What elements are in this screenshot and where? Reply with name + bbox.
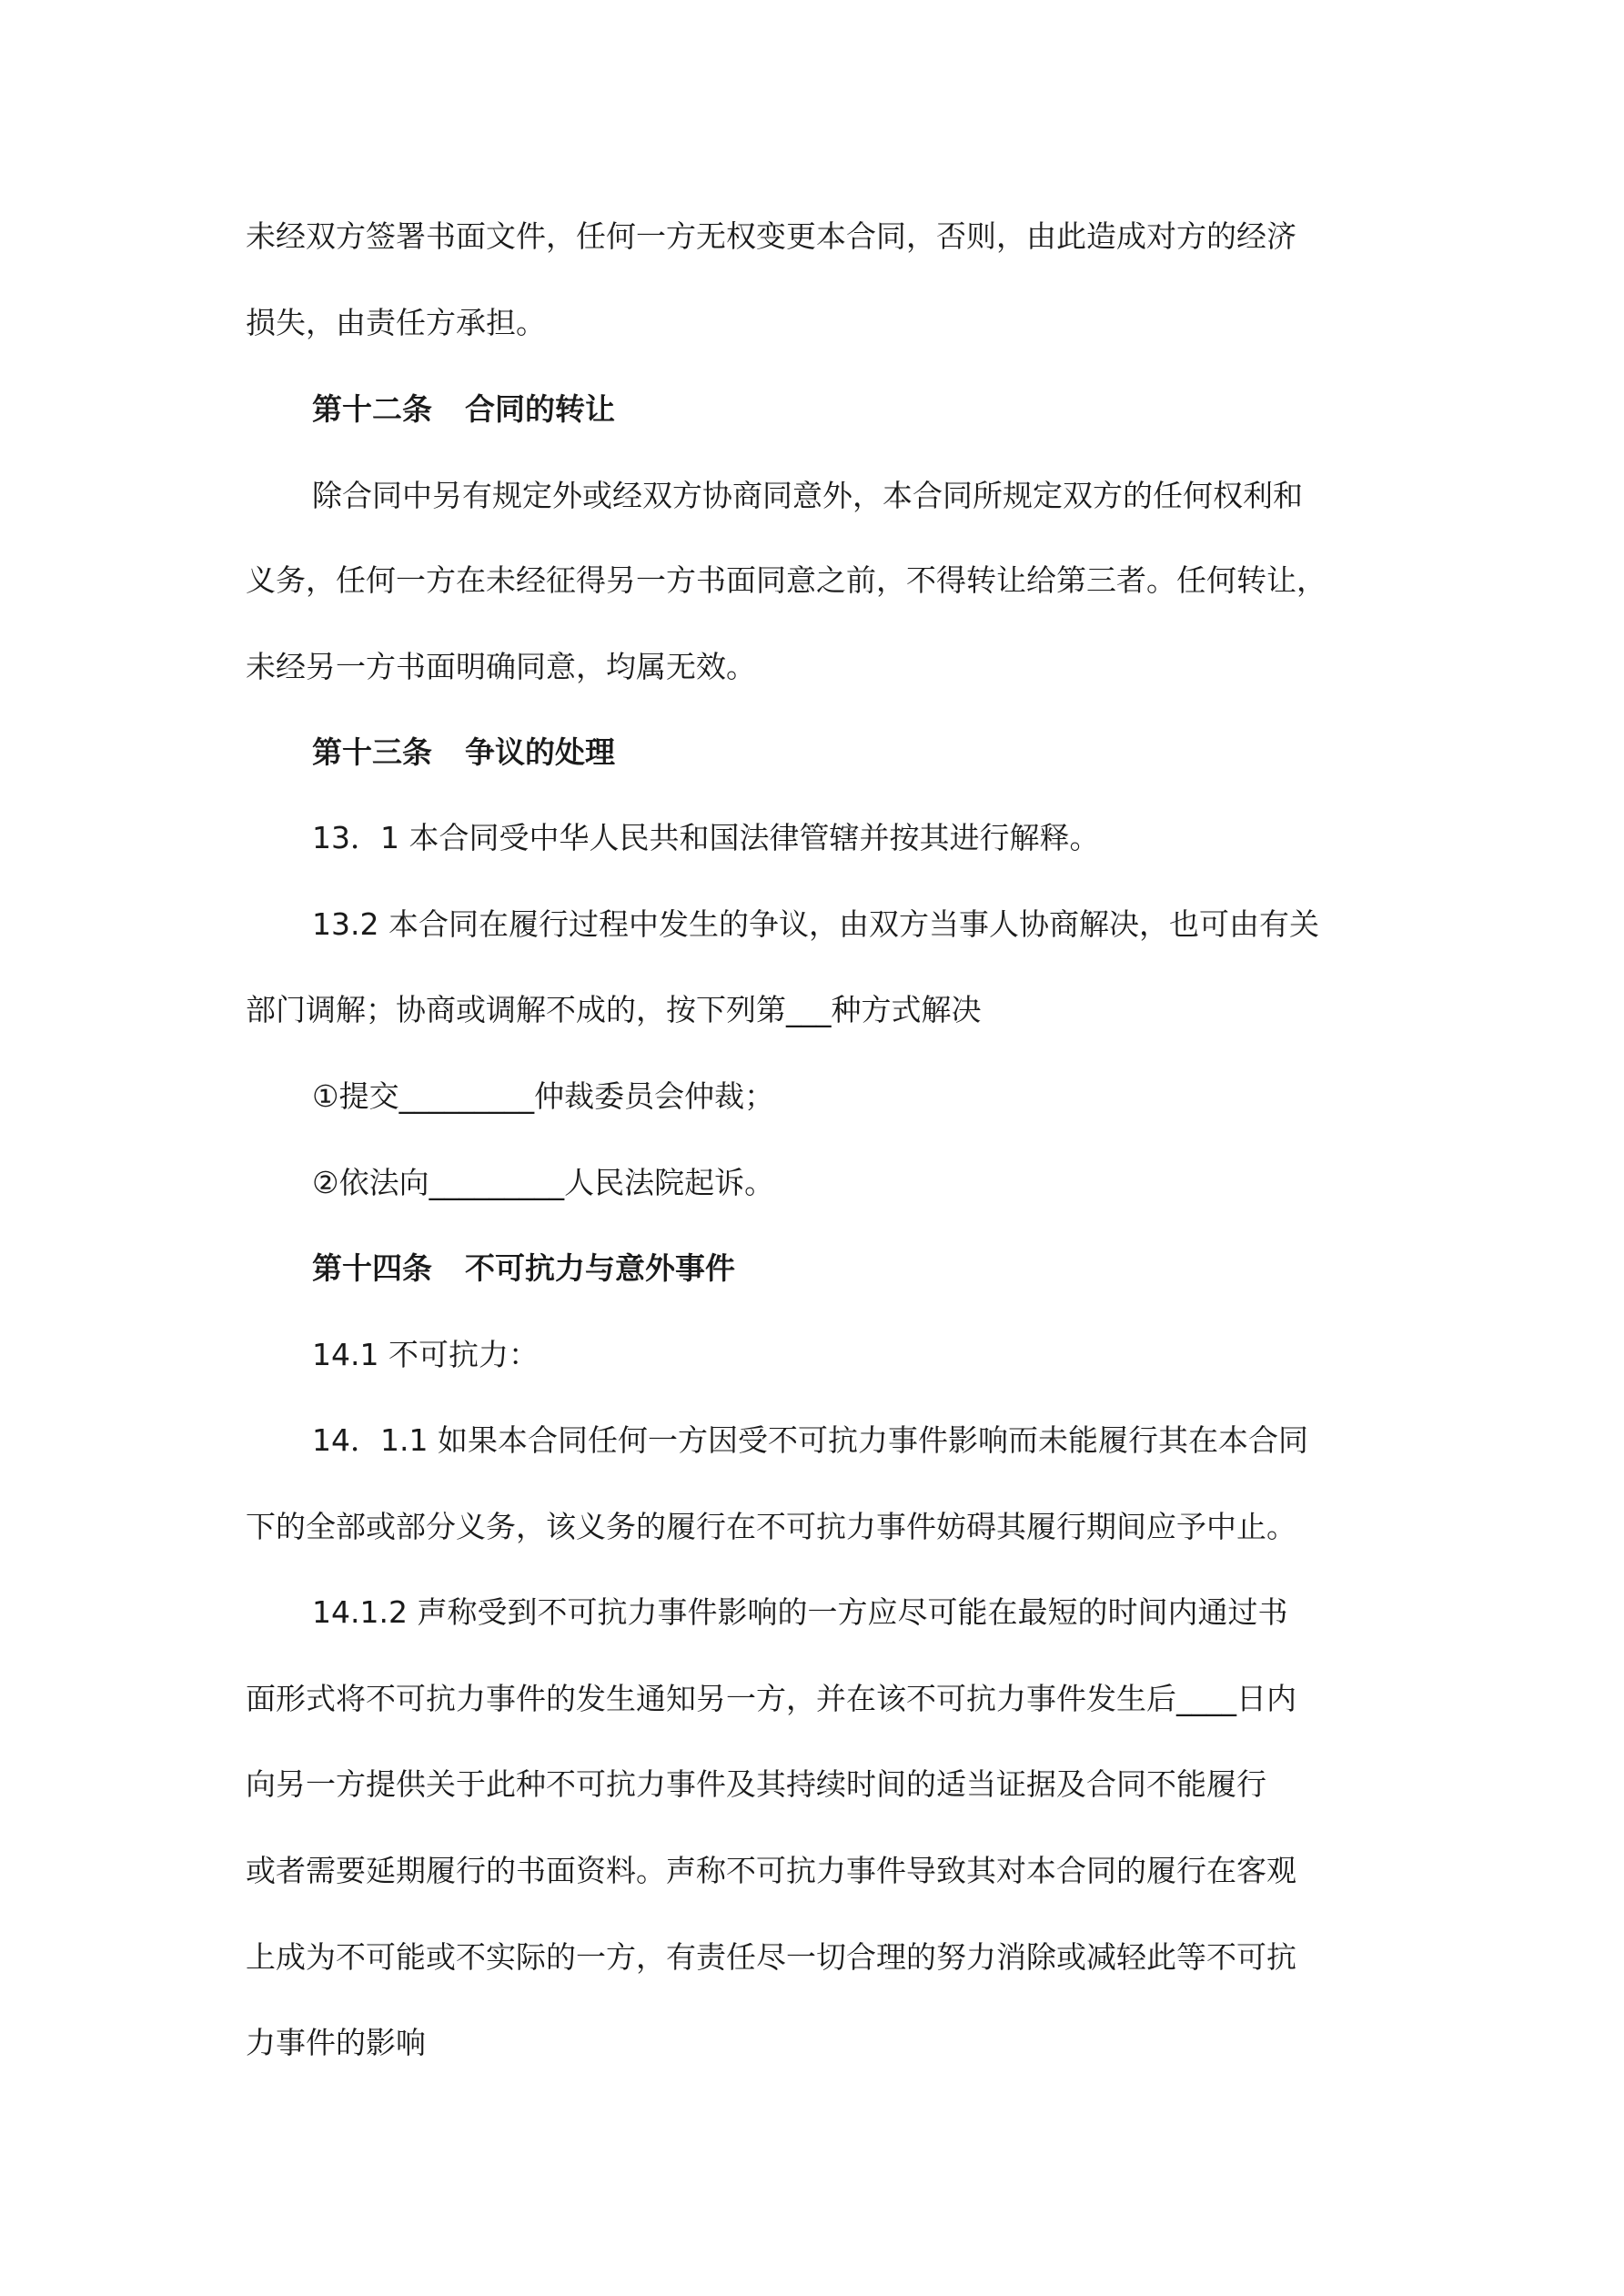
paragraph-line: 未经另一方书面明确同意，均属无效。 — [246, 649, 756, 684]
paragraph-line: 义务，任何一方在未经征得另一方书面同意之前，不得转让给第三者。任何转让， — [246, 562, 1326, 598]
paragraph-line: ①提交_________仲裁委员会仲裁； — [312, 1078, 775, 1114]
paragraph-line: 13．1 本合同受中华人民共和国法律管辖并按其进行解释。 — [312, 820, 1100, 855]
paragraph-line: 14.1.2 声称受到不可抗力事件影响的一方应尽可能在最短的时间内通过书 — [312, 1594, 1288, 1630]
paragraph-line: 向另一方提供关于此种不可抗力事件及其持续时间的适当证据及合同不能履行 — [246, 1766, 1266, 1802]
paragraph-line: 13.2 本合同在履行过程中发生的争议，由双方当事人协商解决，也可由有关 — [312, 906, 1319, 942]
paragraph-line: 损失，由责任方承担。 — [246, 305, 546, 340]
article-13-heading — [312, 734, 1392, 771]
paragraph-line: 部门调解；协商或调解不成的，按下列第___种方式解决 — [246, 992, 982, 1027]
paragraph-line: 未经双方签署书面文件，任何一方无权变更本合同，否则，由此造成对方的经济 — [246, 218, 1296, 254]
paragraph-line: 或者需要延期履行的书面资料。声称不可抗力事件导致其对本合同的履行在客观 — [246, 1853, 1296, 1888]
article-14-heading — [312, 1250, 1392, 1287]
paragraph-line: ②依法向_________人民法院起诉。 — [312, 1165, 775, 1200]
paragraph-line: 14．1.1 如果本合同任何一方因受不可抗力事件影响而未能履行其在本合同 — [312, 1422, 1308, 1458]
paragraph-line: 上成为不可能或不实际的一方，有责任尽一切合理的努力消除或减轻此等不可抗 — [246, 1939, 1296, 1975]
article-title: 不可抗力与意外事件 — [465, 1250, 735, 1286]
paragraph-line: 14.1 不可抗力： — [312, 1337, 539, 1372]
article-number: 第十二条 — [312, 391, 432, 427]
article-title: 争议的处理 — [465, 734, 615, 770]
paragraph-line: 除合同中另有规定外或经双方协商同意外，本合同所规定双方的任何权利和 — [312, 478, 1303, 513]
paragraph-line: 面形式将不可抗力事件的发生通知另一方，并在该不可抗力事件发生后____日内 — [246, 1681, 1296, 1716]
paragraph-line: 力事件的影响 — [246, 2025, 426, 2060]
paragraph-line: 下的全部或部分义务，该义务的履行在不可抗力事件妨碍其履行期间应予中止。 — [246, 1509, 1296, 1544]
article-number: 第十四条 — [312, 1250, 432, 1286]
article-title: 合同的转让 — [465, 391, 615, 427]
article-number: 第十三条 — [312, 734, 432, 770]
article-12-heading — [312, 391, 1392, 428]
